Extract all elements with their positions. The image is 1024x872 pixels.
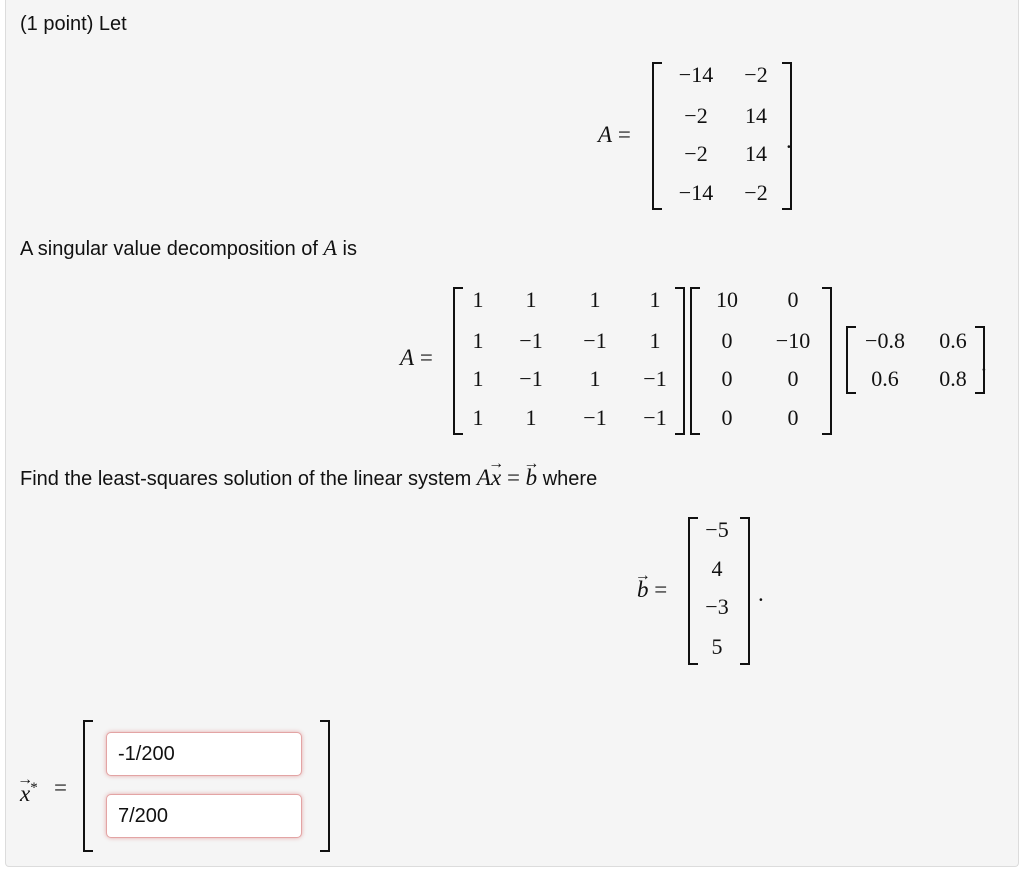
- matrix-s-right-bracket: [822, 287, 832, 435]
- svd-period: .: [981, 351, 987, 376]
- matrix-a-period: .: [786, 128, 792, 153]
- matrix-u-right-bracket: [675, 287, 685, 435]
- problem-intro: (1 point) Let: [20, 13, 127, 35]
- vector-b-left-bracket: [688, 517, 698, 665]
- vector-b-label: → b =: [637, 576, 667, 604]
- svd-a-label: A =: [400, 345, 433, 370]
- matrix-s-left-bracket: [690, 287, 700, 435]
- answer-input-2[interactable]: [106, 794, 302, 838]
- matrix-a-left-bracket: [652, 62, 662, 210]
- answer-label: → x*: [20, 774, 38, 808]
- answer-equals: =: [54, 775, 67, 800]
- matrix-v-left-bracket: [846, 326, 856, 394]
- answer-right-bracket: [320, 720, 330, 852]
- vector-b-right-bracket: [740, 517, 750, 665]
- answer-left-bracket: [83, 720, 93, 852]
- matrix-a-label: A =: [598, 122, 631, 147]
- svd-intro-text: A singular value decomposition of A is: [20, 235, 357, 260]
- answer-input-1[interactable]: [106, 732, 302, 776]
- vector-b-period: .: [758, 581, 764, 606]
- matrix-u-left-bracket: [453, 287, 463, 435]
- least-squares-text: Find the least-squares solution of the linear system A→ x = → b where: [20, 466, 597, 491]
